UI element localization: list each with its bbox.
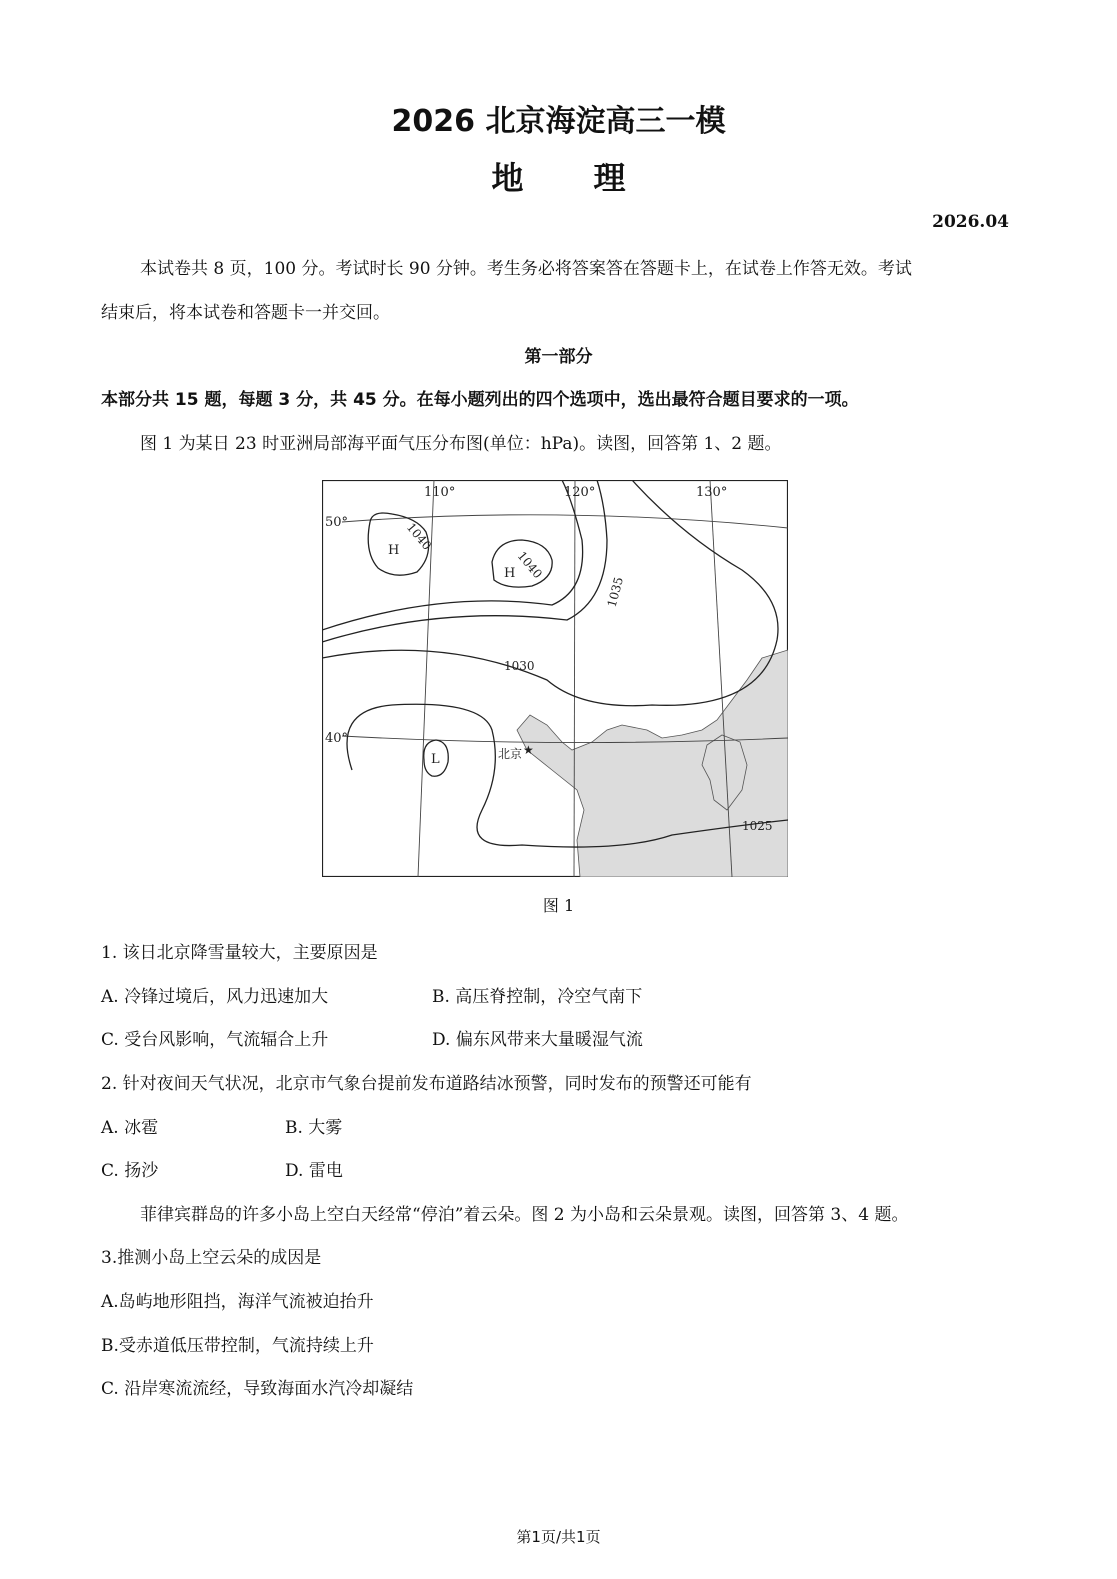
q1-option-a: A. 冷锋过境后，风力迅速加大 bbox=[101, 987, 329, 1007]
page-footer: 第1页/共1页 bbox=[516, 1528, 601, 1546]
isobar-label-1035: 1035 bbox=[604, 575, 627, 609]
intro-line-2: 结束后，将本试卷和答题卡一并交回。 bbox=[101, 303, 390, 323]
q1-option-d: D. 偏东风带来大量暖湿气流 bbox=[432, 1030, 643, 1050]
q2-option-c: C. 扬沙 bbox=[101, 1161, 159, 1181]
q1-option-c: C. 受台风影响，气流辐合上升 bbox=[101, 1030, 329, 1050]
isobar-label-1040-west: 1040 bbox=[403, 520, 435, 553]
city-label: 北京 bbox=[498, 747, 523, 761]
intro-line-1: 本试卷共 8 页，100 分。考试时长 90 分钟。考生务必将答案答在答题卡上，在试卷上作答无效。考试 bbox=[140, 259, 912, 279]
q34-intro: 菲律宾群岛的许多小岛上空白天经常“停泊”着云朵。图 2 为小岛和云朵景观。读图，回答第 3、4 题。 bbox=[140, 1205, 909, 1225]
q2-option-d: D. 雷电 bbox=[285, 1161, 343, 1181]
city-star-icon: ★ bbox=[523, 743, 534, 757]
exam-title: 2026 北京海淀高三一模 bbox=[391, 104, 726, 139]
q1-option-b: B. 高压脊控制，冷空气南下 bbox=[432, 987, 643, 1007]
section-title: 第一部分 bbox=[524, 347, 593, 367]
isobar-label-1040-center: 1040 bbox=[514, 548, 545, 582]
lat-label-40: 40° bbox=[325, 731, 349, 746]
lon-label-120: 120° bbox=[564, 485, 596, 500]
q3-stem: 3.推测小岛上空云朵的成因是 bbox=[101, 1248, 322, 1268]
q3-option-a: A.岛屿地形阻挡，海洋气流被迫抬升 bbox=[101, 1292, 374, 1312]
figure1-caption: 图 1 bbox=[542, 896, 575, 915]
isobar-map bbox=[322, 480, 788, 877]
center-label-h-center: H bbox=[504, 566, 516, 581]
q3-option-b: B.受赤道低压带控制，气流持续上升 bbox=[101, 1336, 374, 1356]
subject-title: 地理 bbox=[491, 159, 696, 197]
lat-label-50: 50° bbox=[325, 515, 349, 530]
section-instruction: 本部分共 15 题，每题 3 分，共 45 分。在每小题列出的四个选项中，选出最符合题目要求的一项。 bbox=[101, 390, 859, 410]
q2-stem: 2. 针对夜间天气状况，北京市气象台提前发布道路结冰预警，同时发布的预警还可能有 bbox=[101, 1074, 752, 1094]
isobar-label-1025: 1025 bbox=[742, 819, 773, 833]
isobar-map-svg bbox=[322, 480, 788, 877]
center-label-h-west: H bbox=[388, 543, 400, 558]
center-label-l: L bbox=[431, 752, 440, 767]
figure1-lead: 图 1 为某日 23 时亚洲局部海平面气压分布图(单位：hPa)。读图，回答第 1、2 题。 bbox=[140, 434, 782, 454]
lon-label-130: 130° bbox=[696, 485, 728, 500]
q3-option-c: C. 沿岸寒流流经，导致海面水汽冷却凝结 bbox=[101, 1379, 414, 1399]
q1-stem: 1. 该日北京降雪量较大，主要原因是 bbox=[101, 943, 378, 963]
exam-date: 2026.04 bbox=[932, 212, 1009, 232]
q2-option-a: A. 冰雹 bbox=[101, 1118, 159, 1138]
lon-label-110: 110° bbox=[424, 485, 456, 500]
isobar-label-1030: 1030 bbox=[504, 659, 535, 673]
q2-option-b: B. 大雾 bbox=[285, 1118, 343, 1138]
